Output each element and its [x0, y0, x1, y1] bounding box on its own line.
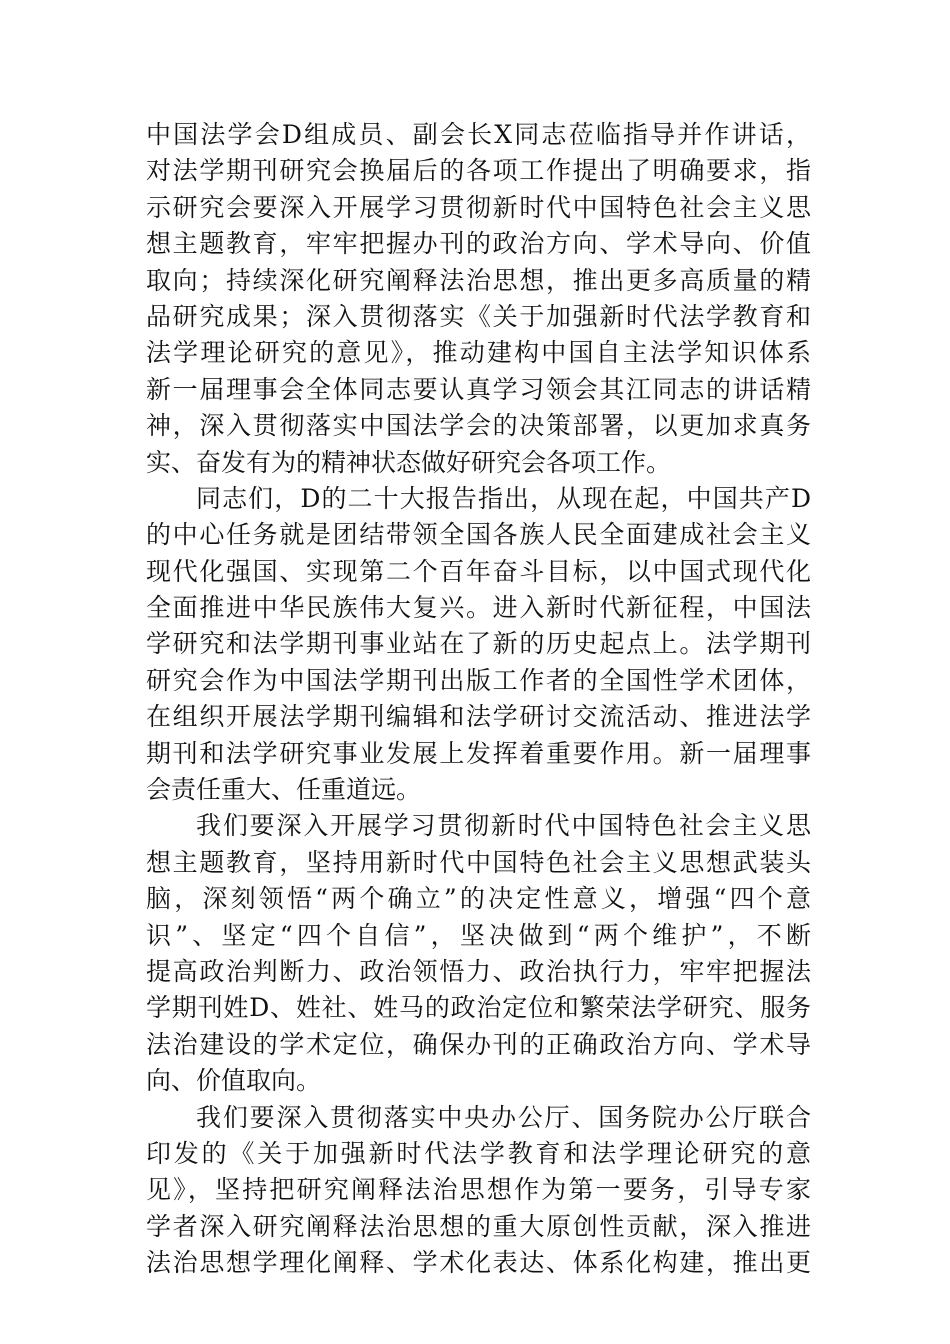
paragraph-first-line: 同志们，D的二十大报告指出，从现在起，中国共产D [196, 483, 811, 513]
text-line: 想主题教育，坚持用新时代中国特色社会主义思想武装头 [146, 847, 811, 877]
text-line: 品研究成果；深入贯彻落实《关于加强新时代法学教育和 [146, 301, 811, 331]
body-text [146, 117, 811, 1282]
text-line: 新一届理事会全体同志要认真学习领会其江同志的讲话精 [146, 374, 811, 404]
text-line: 中国法学会D组成员、副会长X同志莅临指导并作讲话， [146, 120, 811, 149]
text-line: 脑，深刻领悟“两个确立”的决定性意义，增强“四个意 [146, 884, 811, 914]
text-line: 实、奋发有为的精神状态做好研究会各项工作。 [146, 447, 672, 477]
text-line: 向、价值取向。 [146, 1066, 322, 1096]
text-line: 法学理论研究的意见》，推动建构中国自主法学知识体系 [146, 338, 811, 368]
text-line: 学者深入研究阐释法治思想的重大原创性贡献，深入推进 [146, 1211, 811, 1241]
text-line: 全面推进中华民族伟大复兴。进入新时代新征程，中国法 [146, 593, 811, 623]
text-line: 神，深入贯彻落实中国法学会的决策部署，以更加求真务 [146, 411, 811, 441]
text-line: 取向；持续深化研究阐释法治思想，推出更多高质量的精 [146, 265, 811, 295]
text-line: 法治思想学理化阐释、学术化表达、体系化构建，推出更 [146, 1248, 811, 1278]
text-line: 印发的《关于加强新时代法学教育和法学理论研究的意 [146, 1138, 811, 1168]
text-line: 研究会作为中国法学期刊出版工作者的全国性学术团体， [146, 665, 811, 695]
text-line: 的中心任务就是团结带领全国各族人民全面建成社会主义 [146, 520, 811, 550]
text-line: 见》，坚持把研究阐释法治思想作为第一要务，引导专家 [146, 1175, 811, 1205]
text-line: 对法学期刊研究会换届后的各项工作提出了明确要求，指 [146, 156, 811, 186]
paragraph-first-line: 我们要深入开展学习贯彻新时代中国特色社会主义思 [196, 811, 811, 841]
text-line: 学研究和法学期刊事业站在了新的历史起点上。法学期刊 [146, 629, 811, 659]
text-line: 在组织开展法学期刊编辑和法学研讨交流活动、推进法学 [146, 702, 811, 732]
paragraph-first-line: 我们要深入贯彻落实中央办公厅、国务院办公厅联合 [196, 1102, 811, 1132]
text-line: 会责任重大、任重道远。 [146, 775, 422, 805]
text-line: 期刊和法学研究事业发展上发挥着重要作用。新一届理事 [146, 738, 811, 768]
text-line: 识”、坚定“四个自信”，坚决做到“两个维护”，不断 [146, 920, 811, 950]
text-line: 学期刊姓D、姓社、姓马的政治定位和繁荣法学研究、服务 [146, 993, 811, 1023]
text-line: 示研究会要深入开展学习贯彻新时代中国特色社会主义思 [146, 192, 811, 222]
text-line: 提高政治判断力、政治领悟力、政治执行力，牢牢把握法 [146, 956, 811, 986]
text-line: 法治建设的学术定位，确保办刊的正确政治方向、学术导 [146, 1029, 811, 1059]
text-line: 现代化强国、实现第二个百年奋斗目标，以中国式现代化 [146, 556, 811, 586]
text-line: 想主题教育，牢牢把握办刊的政治方向、学术导向、价值 [146, 229, 811, 259]
